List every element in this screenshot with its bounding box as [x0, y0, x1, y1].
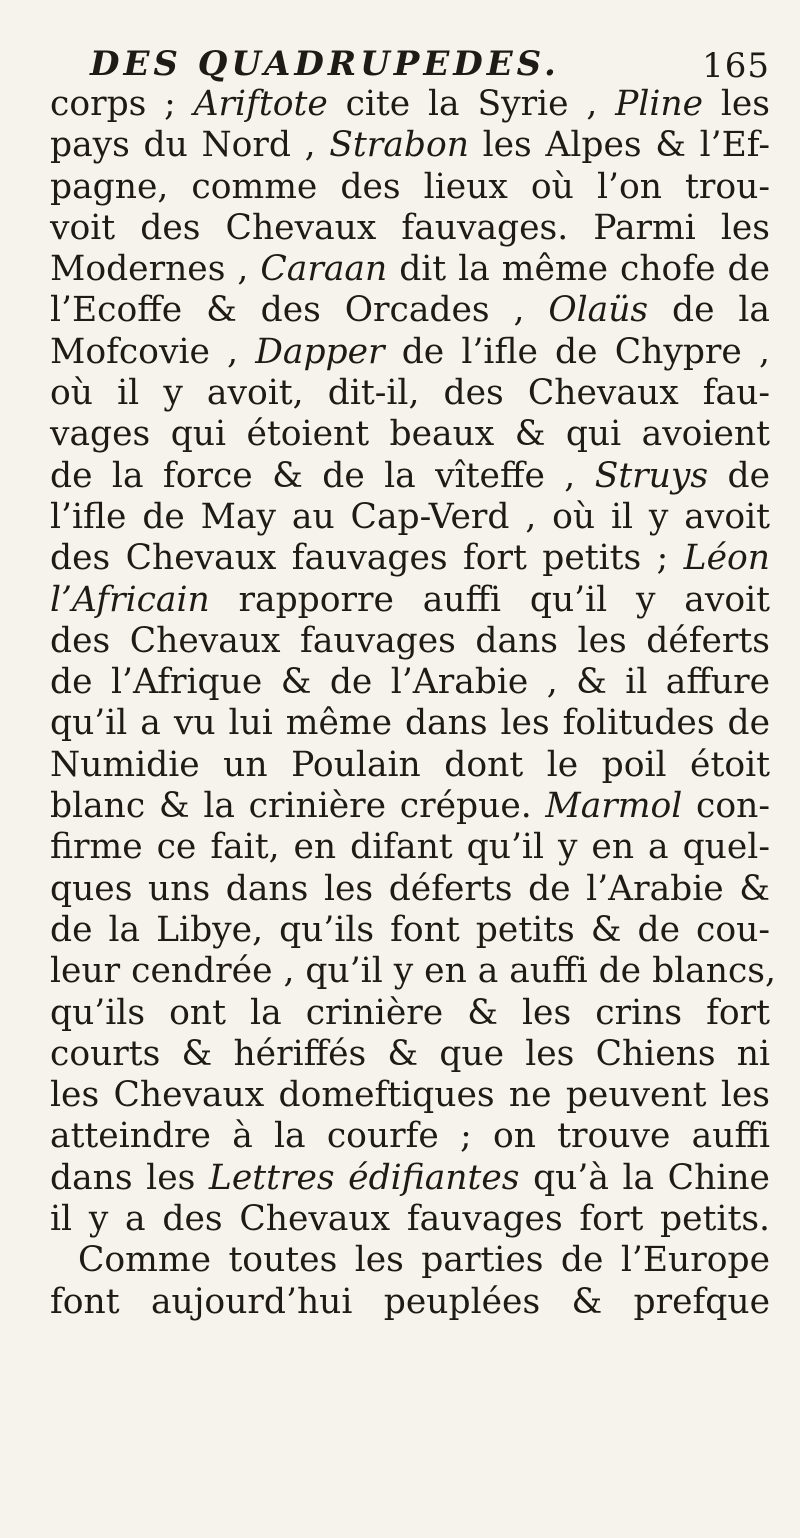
- text-line: [50, 538, 770, 579]
- running-head-title: DES QUADRUPEDES.: [90, 44, 560, 84]
- text-line: [50, 1158, 770, 1199]
- text-run: dans les: [50, 1157, 209, 1198]
- text-run: de: [708, 455, 771, 496]
- page-number: 165: [702, 46, 770, 86]
- text-line: [50, 1034, 770, 1075]
- text-line: [50, 414, 770, 455]
- text-run: pagne, comme des lieux où l’on trou-: [50, 166, 770, 207]
- text-line: [50, 1199, 770, 1240]
- text-run: il y a des Chevaux fauvages fort petits.: [50, 1199, 770, 1240]
- text-run: de l’Afrique & de l’Arabie , & il affure: [50, 662, 770, 703]
- text-run: de la: [648, 290, 770, 331]
- italic-name: Struys: [594, 455, 709, 496]
- text-run: dit la même chofe de: [387, 249, 770, 290]
- text-line: [50, 332, 770, 373]
- text-run: les Alpes & l’Ef-: [468, 125, 770, 166]
- text-run: pays du Nord ,: [50, 125, 330, 166]
- text-run: Numidie un Poulain dont le poil étoit: [50, 744, 770, 785]
- text-run: firme ce fait, en difant qu’il y en a quel-: [50, 827, 770, 868]
- text-line: [50, 951, 776, 992]
- text-line: [50, 703, 770, 744]
- text-line: [50, 993, 770, 1034]
- text-line: [50, 497, 770, 538]
- text-line: [50, 621, 770, 662]
- text-line: [50, 125, 770, 166]
- italic-name: Pline: [615, 84, 704, 124]
- text-line: [50, 827, 770, 868]
- text-run: l’ifle de May au Cap-Verd , où il y avoit: [50, 496, 770, 537]
- text-run: corps ;: [50, 84, 194, 124]
- text-run: rapporre auffi qu’il y avoit: [209, 579, 770, 620]
- text-line: [50, 373, 770, 414]
- text-run: Modernes ,: [50, 249, 261, 290]
- text-run: voit des Chevaux fauvages. Parmi les: [50, 207, 770, 248]
- text-run: ques uns dans les déferts de l’Arabie &: [50, 868, 770, 909]
- text-run: cite la Syrie ,: [327, 84, 616, 124]
- text-line: [50, 290, 770, 331]
- italic-name: Olaüs: [548, 290, 649, 331]
- text-run: font aujourd’hui peuplées & prefque: [50, 1281, 770, 1322]
- italic-name: Marmol: [545, 786, 683, 827]
- text-line: [50, 745, 770, 786]
- text-line: [50, 456, 770, 497]
- text-run: où il y avoit, dit-il, des Chevaux fau-: [50, 373, 770, 414]
- italic-name: l’Africain: [50, 579, 210, 620]
- text-run: de l’ifle de Chypre ,: [384, 331, 770, 372]
- text-line: [50, 580, 770, 621]
- text-run: con-: [682, 786, 770, 827]
- text-line: [50, 786, 770, 827]
- text-line: [50, 1075, 770, 1116]
- text-run: blanc & la crinière crépue.: [50, 786, 546, 827]
- text-run: de la Libye, qu’ils font petits & de cou-: [50, 909, 770, 950]
- body-text: [50, 84, 776, 1323]
- text-line: [50, 84, 770, 125]
- text-run: courts & hériffés & que les Chiens ni: [50, 1033, 770, 1074]
- text-line: [50, 249, 770, 290]
- italic-name: Lettres édifiantes: [208, 1157, 520, 1198]
- italic-name: Caraan: [260, 249, 388, 290]
- text-run: qu’ils ont la crinière & les crins fort: [50, 992, 770, 1033]
- text-run: Mofcovie ,: [50, 331, 256, 372]
- text-run: vages qui étoient beaux & qui avoient: [50, 414, 770, 455]
- text-line: [50, 167, 770, 208]
- text-run: leur cendrée , qu’il y en a auffi de blancs,: [50, 951, 776, 992]
- italic-name: Léon: [683, 538, 770, 579]
- text-run: qu’à la Chine: [519, 1157, 770, 1198]
- text-line: [50, 1240, 770, 1281]
- text-run: Comme toutes les parties de l’Europe: [78, 1240, 770, 1281]
- italic-name: Ariftote: [193, 84, 328, 124]
- text-run: l’Ecoffe & des Orcades ,: [50, 290, 549, 331]
- text-run: atteindre à la courfe ; on trouve auffi: [50, 1116, 770, 1157]
- text-run: de la force & de la vîteffe ,: [50, 455, 595, 496]
- text-line: [50, 208, 770, 249]
- italic-name: Strabon: [329, 125, 469, 166]
- text-run: qu’il a vu lui même dans les folitudes de: [50, 703, 770, 744]
- text-line: [50, 662, 770, 703]
- text-line: [50, 910, 770, 951]
- italic-name: Dapper: [255, 331, 385, 372]
- text-line: [50, 1116, 770, 1157]
- text-run: des Chevaux fauvages dans les déferts: [50, 620, 770, 661]
- text-line: [50, 1282, 770, 1323]
- text-line: [50, 869, 770, 910]
- text-run: les: [703, 84, 770, 124]
- text-run: des Chevaux fauvages fort petits ;: [50, 538, 684, 579]
- text-run: les Chevaux domeftiques ne peuvent les: [50, 1075, 770, 1116]
